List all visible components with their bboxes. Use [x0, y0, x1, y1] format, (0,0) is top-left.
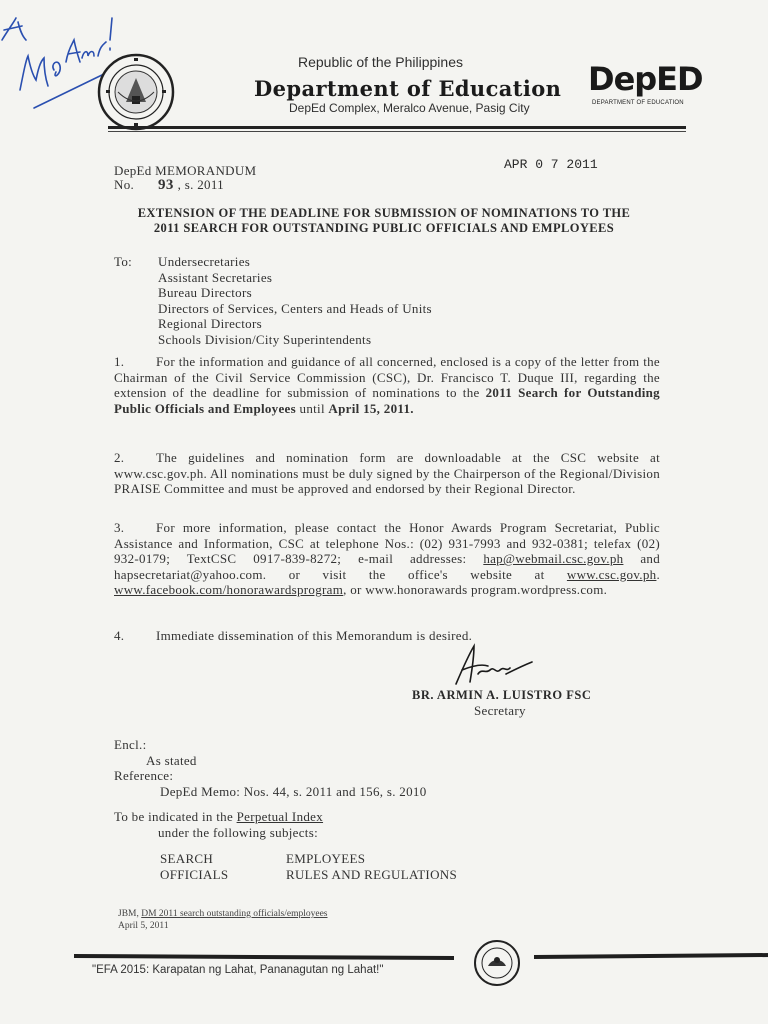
- paragraph-2: [114, 450, 660, 497]
- email-link[interactable]: hap@webmail.csc.gov.ph: [483, 551, 624, 567]
- recipient-item: Directors of Services, Centers and Heads of Units: [158, 300, 432, 316]
- recipient-item: Bureau Directors: [158, 285, 252, 301]
- department-name: Department of Education: [254, 76, 562, 101]
- recipient-item: Schools Division/City Superintendents: [158, 331, 372, 347]
- recipient-item: Undersecretaries: [158, 254, 251, 269]
- memo-no-label: No.: [114, 177, 135, 192]
- enclosure-label: Encl.:: [114, 737, 147, 752]
- department-address: DepEd Complex, Meralco Avenue, Pasig City: [289, 101, 530, 115]
- memo-number: 93: [158, 177, 174, 193]
- file-date: April 5, 2011: [118, 921, 169, 931]
- paragraph-3: [114, 520, 660, 598]
- to-label: To:: [114, 254, 133, 269]
- memo-date-stamp: APR 0 7 2011: [504, 157, 598, 172]
- csc-website-link[interactable]: www.csc.gov.ph: [566, 566, 657, 582]
- paragraph-number: 1.: [114, 354, 125, 369]
- index-line-2: under the following subjects:: [158, 824, 318, 840]
- memo-label: DepEd MEMORANDUM: [114, 163, 257, 178]
- deped-logo-subtitle: DEPARTMENT OF EDUCATION: [592, 100, 684, 106]
- reference-value: DepEd Memo: Nos. 44, s. 2011 and 156, s. 2010: [160, 783, 427, 799]
- facebook-link[interactable]: www.facebook.com/honorawardsprogram: [114, 582, 344, 598]
- subject-item: EMPLOYEES: [286, 851, 366, 866]
- header-divider: [108, 126, 686, 129]
- paragraph-text: Immediate dissemination of this Memorandum is desired.: [156, 628, 473, 643]
- deped-logo: [588, 60, 703, 116]
- subject-item: OFFICIALS: [160, 866, 229, 882]
- deped-logo-word: DepED: [588, 60, 703, 98]
- republic-heading: Republic of the Philippines: [298, 54, 463, 70]
- paragraph-4: [114, 628, 660, 644]
- recipient-item: Assistant Secretaries: [158, 269, 273, 285]
- subjects-right-column: [286, 851, 457, 882]
- subjects-left-column: [160, 851, 228, 882]
- paragraph-number: 4.: [114, 628, 125, 643]
- reference-label: Reference:: [114, 768, 174, 784]
- file-reference-line: [118, 908, 328, 920]
- paragraph-number: 2.: [114, 450, 125, 465]
- subject-line-2: 2011 SEARCH FOR OUTSTANDING PUBLIC OFFICIALS AND EMPLOYEES: [153, 221, 615, 235]
- paragraph-text: The guidelines and nomination form are downloadable at the CSC website at www.csc.gov.ph. All nominations must be duly signed by the Chairperson of the Regional/Division PRAISE Committee and must be approved and endorsed by their Regional Director.: [114, 450, 660, 497]
- paragraph-text: until: [295, 400, 329, 416]
- paragraph-text: and hapsecretariat@yahoo.com. or visit the office's website at: [114, 551, 660, 582]
- search-title-bold: 2011 Search for Outstanding Public Officials and Employees: [114, 385, 660, 416]
- header-divider-thin: [108, 131, 686, 132]
- paragraph-1: [114, 354, 660, 416]
- enclosure-block: [114, 737, 427, 799]
- deped-seal-logo: [96, 52, 176, 132]
- handwritten-signature: [448, 640, 538, 690]
- subject-line-1: EXTENSION OF THE DEADLINE FOR SUBMISSION OF NOMINATIONS TO THE: [137, 206, 631, 220]
- memo-number-row: [114, 177, 224, 194]
- signatory-title: Secretary: [474, 703, 526, 718]
- index-text: To be indicated in the: [114, 809, 237, 824]
- paragraph-text: For the information and guidance of all concerned, enclosed is a copy of the letter from the Chairman of the Civil Service Commission (CSC), Dr. Francisco T. Duque III, regarding the extension of the deadline for submission of nominations to the: [114, 354, 660, 401]
- subject-item: RULES AND REGULATIONS: [286, 866, 457, 882]
- memo-series: , s. 2011: [177, 177, 224, 192]
- index-line-1: [114, 809, 323, 825]
- signatory-name: BR. ARMIN A. LUISTRO FSC: [412, 688, 592, 702]
- file-reference: [118, 908, 328, 932]
- paragraph-number: 3.: [114, 520, 125, 535]
- file-path: DM 2011 search outstanding officials/employees: [141, 909, 328, 919]
- enclosure-value: As stated: [146, 752, 197, 768]
- perpetual-index-note: [114, 809, 323, 840]
- recipient-list: [158, 254, 432, 348]
- recipient-item: Regional Directors: [158, 316, 262, 332]
- subject-item: SEARCH: [160, 851, 214, 866]
- paragraph-text: , or www.honorawards program.wordpress.com.: [343, 582, 608, 598]
- footer-slogan: "EFA 2015: Karapatan ng Lahat, Pananagutan ng Lahat!": [92, 964, 384, 976]
- deadline-bold: April 15, 2011.: [328, 400, 414, 416]
- memo-subject: [114, 206, 654, 236]
- footer-seal-logo: [472, 938, 522, 988]
- paragraph-text: .: [656, 566, 660, 582]
- paragraph-text: For more information, please contact the Honor Awards Program Secretariat, Public Assistance and Information, CSC at telephone Nos.: (02) 931-7993 and 932-0381; telefax (02) 932-0179; TextCSC 0917-839-8272; e-mail addresses:: [114, 520, 660, 567]
- perpetual-index-link[interactable]: Perpetual Index: [236, 809, 324, 824]
- file-initials: JBM,: [118, 909, 142, 919]
